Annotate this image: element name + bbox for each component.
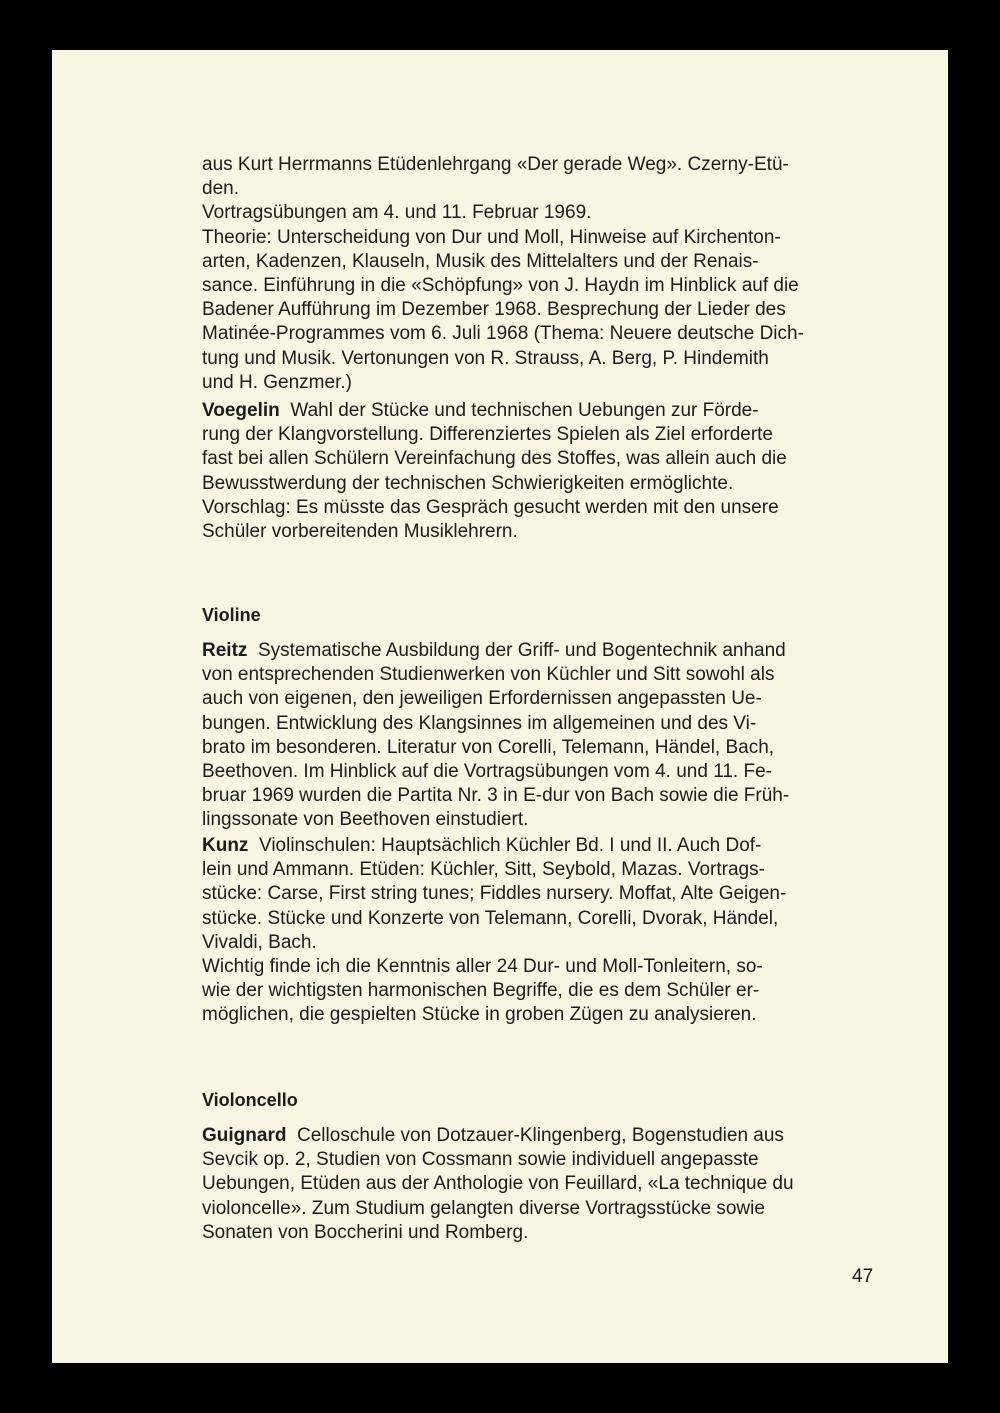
reitz-paragraph [202, 639, 937, 833]
text-line: bruar 1969 wurden die Partita Nr. 3 in E-dur von Bach sowie die Früh- [202, 785, 790, 807]
text-line: stücke: Carse, First string tunes; Fiddles nursery. Moffat, Alte Geigen- [202, 883, 787, 905]
first-line-text: Celloschule von Dotzauer-Klingenberg, Bogenstudien aus [297, 1125, 784, 1146]
text-line: violoncelle». Zum Studium gelangten diverse Vortragsstücke sowie [202, 1197, 765, 1219]
text-line: auch von eigenen, den jeweiligen Erfordernissen angepassten Ue- [202, 688, 762, 710]
text-line: lein und Ammann. Etüden: Küchler, Sitt, Seybold, Mazas. Vortrags- [202, 859, 765, 881]
first-line-text: Violinschulen: Hauptsächlich Küchler Bd. I und II. Auch Dof- [259, 835, 762, 856]
theory-paragraph [202, 153, 937, 395]
text-line: möglichen, die gespielten Stücke in groben Zügen zu analysieren. [202, 1004, 757, 1026]
text-line: Wichtig finde ich die Kenntnis aller 24 Dur- und Moll-Tonleitern, so- [202, 956, 763, 978]
guignard-paragraph [202, 1124, 937, 1245]
text-line: brato im besonderen. Literatur von Corelli, Telemann, Händel, Bach, [202, 736, 775, 758]
text-line [202, 1124, 937, 1148]
text-line: Theorie: Unterscheidung von Dur und Moll, Hinweise auf Kirchenton- [202, 226, 781, 248]
text-line: arten, Kadenzen, Klauseln, Musik des Mittelalters und der Renais- [202, 250, 759, 272]
teacher-name: Guignard [202, 1125, 287, 1146]
section-heading-violoncello: Violoncello [202, 1090, 298, 1110]
text-line: den. [202, 178, 239, 200]
teacher-name: Reitz [202, 640, 248, 661]
text-line: Matinée-Programmes vom 6. Juli 1968 (Thema: Neuere deutsche Dich- [202, 323, 804, 345]
text-line: Bewusstwerdung der technischen Schwierigkeiten ermöglichte. [202, 472, 734, 494]
text-line: Sevcik op. 2, Studien von Cossmann sowie individuell angepasste [202, 1149, 759, 1171]
text-line: Beethoven. Im Hinblick auf die Vortragsübungen vom 4. und 11. Fe- [202, 761, 772, 783]
text-line [202, 399, 937, 423]
text-line: von entsprechenden Studienwerken von Küchler und Sitt sowohl als [202, 664, 775, 686]
text-line: lingssonate von Beethoven einstudiert. [202, 809, 529, 831]
text-line: Vorschlag: Es müsste das Gespräch gesucht werden mit den unsere [202, 496, 779, 518]
kunz-paragraph [202, 834, 937, 1028]
text-line [202, 639, 937, 663]
text-line: wie der wichtigsten harmonischen Begriffe, die es dem Schüler er- [202, 980, 760, 1002]
text-line: tung und Musik. Vertonungen von R. Strauss, A. Berg, P. Hindemith [202, 347, 769, 369]
voegelin-paragraph [202, 399, 937, 544]
text-line: rung der Klangvorstellung. Differenziertes Spielen als Ziel erforderte [202, 424, 774, 446]
text-line: Schüler vorbereitenden Musiklehrern. [202, 521, 518, 543]
text-line: fast bei allen Schülern Vereinfachung des Stoffes, was allein auch die [202, 448, 787, 470]
document-page [52, 50, 948, 1363]
text-line: Badener Aufführung im Dezember 1968. Besprechung der Lieder des [202, 299, 786, 321]
text-line: Vortragsübungen am 4. und 11. Februar 1969. [202, 202, 592, 224]
first-line-text: Wahl der Stücke und technischen Uebungen zur Förde- [290, 400, 759, 421]
teacher-name: Voegelin [202, 400, 280, 421]
text-line: und H. Genzmer.) [202, 371, 352, 393]
text-line: Vivaldi, Bach. [202, 931, 317, 953]
text-line: aus Kurt Herrmanns Etüdenlehrgang «Der gerade Weg». Czerny-Etü- [202, 154, 789, 175]
first-line-text: Systematische Ausbildung der Griff- und Bogentechnik anhand [257, 640, 786, 661]
teacher-name: Kunz [202, 835, 249, 856]
page-number: 47 [852, 1266, 874, 1287]
text-line [202, 834, 937, 858]
text-line: bungen. Entwicklung des Klangsinnes im allgemeinen und des Vi- [202, 712, 757, 734]
section-heading-violine: Violine [202, 605, 261, 625]
text-line: Uebungen, Etüden aus der Anthologie von Feuillard, «La technique du [202, 1173, 794, 1195]
text-line: stücke. Stücke und Konzerte von Telemann, Corelli, Dvorak, Händel, [202, 907, 779, 929]
text-line: sance. Einführung in die «Schöpfung» von J. Haydn im Hinblick auf die [202, 275, 799, 297]
text-line: Sonaten von Boccherini und Romberg. [202, 1221, 529, 1243]
